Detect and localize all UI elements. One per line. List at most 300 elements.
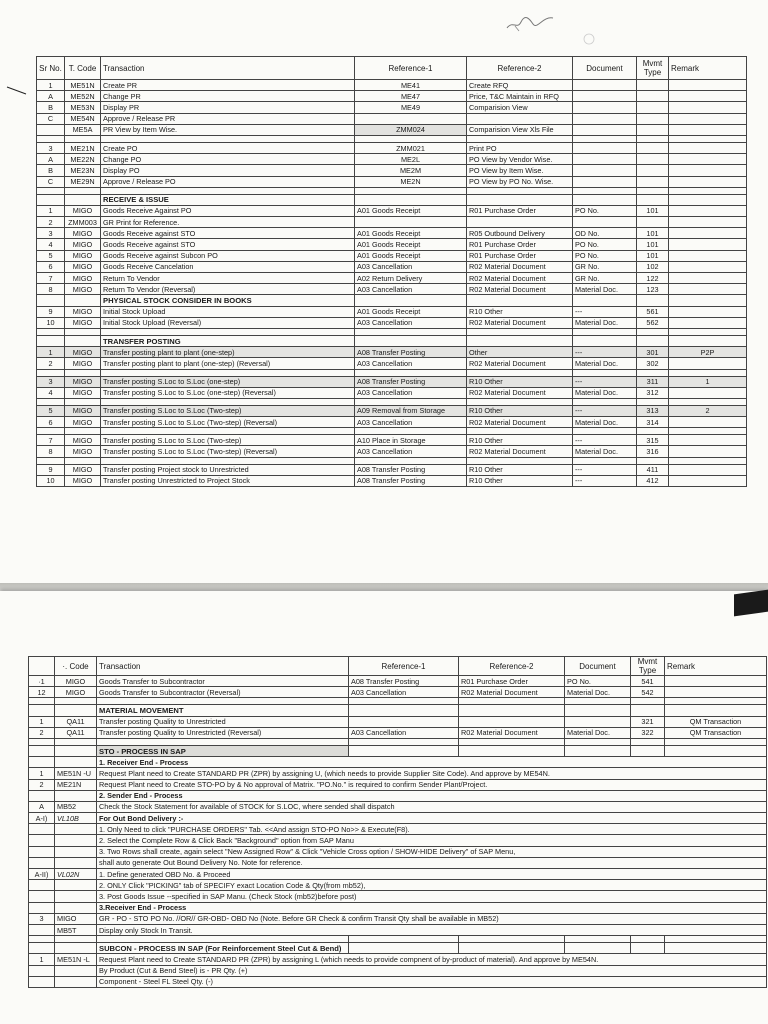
spacer-row: [37, 135, 747, 142]
transaction: Goods Transfer to Subcontractor (Reversal): [97, 687, 349, 698]
process-step-text: For Out Bond Delivery :-: [97, 813, 767, 824]
reference-2: R01 Purchase Order: [467, 250, 573, 261]
table-row: [37, 124, 747, 135]
header-transaction: Transaction: [97, 657, 349, 676]
header-remark: Remark: [665, 657, 767, 676]
remark: [669, 80, 747, 91]
mvmt-type: 101: [637, 205, 669, 216]
t-code: ME53N: [65, 102, 101, 113]
sr-no: 2: [29, 727, 55, 738]
t-code: VL10B: [55, 813, 97, 824]
sap-transactions-table-1: [36, 56, 747, 487]
document: Material Doc.: [573, 317, 637, 328]
table-row: [37, 405, 747, 416]
sr-no: [29, 824, 55, 835]
document: Material Doc.: [573, 284, 637, 295]
t-code: ME5A: [65, 124, 101, 135]
reference-2: R02 Material Document: [467, 446, 573, 457]
spacer-row: [29, 738, 767, 745]
t-code: MIGO: [65, 317, 101, 328]
sr-no: 3: [37, 376, 65, 387]
remark: QM Transaction: [665, 727, 767, 738]
reference-1: A03 Cancellation: [349, 687, 459, 698]
sr-no: 10: [37, 475, 65, 486]
empty-cell: [459, 738, 565, 745]
document: ---: [573, 306, 637, 317]
reference-1: A03 Cancellation: [355, 358, 467, 369]
reference-1: A08 Transfer Posting: [355, 376, 467, 387]
transaction: Transfer posting S.Loc to S.Loc (Two-step): [101, 435, 355, 446]
empty-cell: [55, 745, 97, 756]
sr-no: A: [37, 154, 65, 165]
table-row: [37, 358, 747, 369]
empty-cell: [65, 328, 101, 335]
remark: [669, 306, 747, 317]
mvmt-type: [637, 142, 669, 153]
transaction: Goods Transfer to Subcontractor: [97, 676, 349, 687]
reference-1: [355, 217, 467, 228]
process-step-row: [29, 779, 767, 790]
document: ---: [573, 475, 637, 486]
transaction: Change PO: [101, 154, 355, 165]
process-step-row: [29, 902, 767, 913]
reference-1: A08 Transfer Posting: [355, 347, 467, 358]
empty-cell: [55, 936, 97, 943]
reference-1: A03 Cancellation: [355, 261, 467, 272]
t-code: [55, 976, 97, 987]
empty-cell: [565, 705, 631, 716]
t-code: [55, 965, 97, 976]
table-row: [37, 176, 747, 187]
empty-cell: [349, 943, 459, 954]
transaction: Transfer posting Quality to Unrestricted: [97, 716, 349, 727]
sr-no: B: [37, 165, 65, 176]
transaction: Goods Receive against STO: [101, 228, 355, 239]
reference-2: R02 Material Document: [467, 273, 573, 284]
empty-cell: [573, 328, 637, 335]
mvmt-type: 561: [637, 306, 669, 317]
table-row: [37, 165, 747, 176]
t-code: ME51N -L: [55, 954, 97, 965]
remark: 2: [669, 405, 747, 416]
section-heading-row: [29, 943, 767, 954]
t-code: MIGO: [65, 417, 101, 428]
t-code: [55, 835, 97, 846]
transaction: Create PR: [101, 80, 355, 91]
sr-no: [29, 846, 55, 857]
reference-1: ME2M: [355, 165, 467, 176]
t-code: MIGO: [65, 475, 101, 486]
reference-2: R10 Other: [467, 464, 573, 475]
spacer-row: [29, 936, 767, 943]
empty-cell: [665, 698, 767, 705]
t-code: MIGO: [65, 273, 101, 284]
mvmt-type: [637, 176, 669, 187]
header-sr: Sr No.: [37, 57, 65, 80]
reference-2: R01 Purchase Order: [459, 676, 565, 687]
remark: [669, 165, 747, 176]
t-code: [55, 857, 97, 868]
empty-cell: [631, 936, 665, 943]
t-code: MIGO: [55, 676, 97, 687]
empty-cell: [669, 135, 747, 142]
empty-cell: [631, 738, 665, 745]
t-code: MIGO: [65, 284, 101, 295]
empty-cell: [65, 457, 101, 464]
mvmt-type: [637, 91, 669, 102]
transaction: Goods Receive against Subcon PO: [101, 250, 355, 261]
empty-cell: [37, 428, 65, 435]
reference-2: [459, 716, 565, 727]
empty-cell: [355, 335, 467, 346]
reference-1: A03 Cancellation: [355, 387, 467, 398]
empty-cell: [37, 398, 65, 405]
document: [573, 176, 637, 187]
table-row: [37, 154, 747, 165]
remark: [669, 446, 747, 457]
empty-cell: [669, 194, 747, 205]
sr-no: 1: [29, 768, 55, 779]
empty-cell: [565, 698, 631, 705]
process-step-row: [29, 976, 767, 987]
table-header: [29, 657, 767, 676]
remark: [669, 176, 747, 187]
process-step-row: [29, 835, 767, 846]
mvmt-type: 302: [637, 358, 669, 369]
empty-cell: [37, 335, 65, 346]
mvmt-type: 562: [637, 317, 669, 328]
reference-2: R10 Other: [467, 405, 573, 416]
empty-cell: [637, 295, 669, 306]
transaction: Transfer posting S.Loc to S.Loc (Two-step) (Reversal): [101, 446, 355, 457]
t-code: MIGO: [65, 405, 101, 416]
t-code: VL02N: [55, 869, 97, 880]
table-row: [29, 687, 767, 698]
spacer-row: [37, 328, 747, 335]
empty-cell: [637, 194, 669, 205]
empty-cell: [37, 328, 65, 335]
empty-cell: [459, 745, 565, 756]
t-code: MIGO: [65, 250, 101, 261]
process-step-row: [29, 846, 767, 857]
process-step-row: [29, 824, 767, 835]
empty-cell: [467, 295, 573, 306]
t-code: [55, 846, 97, 857]
empty-cell: [631, 943, 665, 954]
empty-cell: [669, 328, 747, 335]
table-body: [37, 80, 747, 487]
t-code: MIGO: [55, 913, 97, 924]
empty-cell: [349, 698, 459, 705]
empty-cell: [459, 698, 565, 705]
section-heading-row: [37, 335, 747, 346]
header-tcode: ·. Code: [55, 657, 97, 676]
transaction: Goods Receive Against PO: [101, 205, 355, 216]
mvmt-type: 316: [637, 446, 669, 457]
t-code: MIGO: [65, 239, 101, 250]
reference-1: ME49: [355, 102, 467, 113]
reference-1: ZMM024: [355, 124, 467, 135]
table-row: [37, 205, 747, 216]
section-heading-row: [37, 194, 747, 205]
process-step-row: [29, 757, 767, 768]
table-row: [37, 435, 747, 446]
t-code: ME52N: [65, 91, 101, 102]
document: [573, 124, 637, 135]
empty-cell: [665, 936, 767, 943]
document: [565, 716, 631, 727]
reference-2: R02 Material Document: [467, 317, 573, 328]
reference-2: R02 Material Document: [467, 261, 573, 272]
remark: [669, 91, 747, 102]
mvmt-type: [637, 217, 669, 228]
mvmt-type: 122: [637, 273, 669, 284]
remark: [669, 358, 747, 369]
mvmt-type: 321: [631, 716, 665, 727]
sr-no: A-II): [29, 869, 55, 880]
remark: [669, 124, 747, 135]
process-step-row: [29, 954, 767, 965]
sr-no: [29, 857, 55, 868]
empty-cell: [55, 698, 97, 705]
t-code: MIGO: [65, 347, 101, 358]
mvmt-type: 102: [637, 261, 669, 272]
reference-1: ME2N: [355, 176, 467, 187]
t-code: [55, 902, 97, 913]
reference-2: R10 Other: [467, 376, 573, 387]
document: [573, 217, 637, 228]
empty-cell: [101, 398, 355, 405]
t-code: ME22N: [65, 154, 101, 165]
table-row: [37, 217, 747, 228]
empty-cell: [573, 187, 637, 194]
empty-cell: [349, 738, 459, 745]
reference-2: R10 Other: [467, 475, 573, 486]
process-step-row: [29, 801, 767, 812]
transaction: Goods Receive against STO: [101, 239, 355, 250]
t-code: MIGO: [65, 228, 101, 239]
sr-no: A: [29, 801, 55, 812]
transaction: Change PR: [101, 91, 355, 102]
reference-1: A01 Goods Receipt: [355, 239, 467, 250]
empty-cell: [631, 705, 665, 716]
empty-cell: [29, 745, 55, 756]
transaction: Approve / Release PR: [101, 113, 355, 124]
sr-no: [29, 891, 55, 902]
sr-no: [29, 835, 55, 846]
transaction: Transfer posting plant to plant (one-step) (Reversal): [101, 358, 355, 369]
process-step-text: Request Plant need to Create STO-PO by & No approval of Matrix. "PO.No." is required to confirm Sender Plant/Project.: [97, 779, 767, 790]
table-body: [29, 676, 767, 988]
reference-2: R05 Outbound Delivery: [467, 228, 573, 239]
reference-1: A03 Cancellation: [355, 317, 467, 328]
mvmt-type: 301: [637, 347, 669, 358]
table-row: [37, 387, 747, 398]
document: ---: [573, 405, 637, 416]
empty-cell: [101, 428, 355, 435]
remark: [669, 102, 747, 113]
empty-cell: [459, 705, 565, 716]
process-step-row: [29, 880, 767, 891]
empty-cell: [565, 936, 631, 943]
reference-2: R02 Material Document: [467, 284, 573, 295]
empty-cell: [467, 135, 573, 142]
remark: [669, 464, 747, 475]
faint-mark: [580, 32, 598, 46]
reference-2: R02 Material Document: [459, 727, 565, 738]
t-code: MIGO: [65, 387, 101, 398]
section-title: RECEIVE & ISSUE: [101, 194, 355, 205]
sr-no: 6: [37, 417, 65, 428]
sr-no: 9: [37, 464, 65, 475]
empty-cell: [349, 936, 459, 943]
reference-2: [467, 217, 573, 228]
document: Material Doc.: [573, 446, 637, 457]
transaction: Display PO: [101, 165, 355, 176]
reference-1: A08 Transfer Posting: [355, 475, 467, 486]
remark: [669, 435, 747, 446]
table-row: [37, 284, 747, 295]
t-code: [55, 891, 97, 902]
empty-cell: [459, 936, 565, 943]
mvmt-type: [637, 124, 669, 135]
process-step-text: 2. ONLY Click "PICKING" tab of SPECIFY exact Location Code & Qty(from mb52),: [97, 880, 767, 891]
empty-cell: [637, 328, 669, 335]
table-header: [37, 57, 747, 80]
transaction: Initial Stock Upload (Reversal): [101, 317, 355, 328]
mvmt-type: 312: [637, 387, 669, 398]
reference-2: Create RFQ: [467, 80, 573, 91]
t-code: ME51N -U: [55, 768, 97, 779]
document: [573, 142, 637, 153]
transaction: Transfer posting Project stock to Unrestricted: [101, 464, 355, 475]
mvmt-type: [637, 165, 669, 176]
empty-cell: [467, 428, 573, 435]
transaction: Transfer posting S.Loc to S.Loc (Two-step) (Reversal): [101, 417, 355, 428]
document: ---: [573, 435, 637, 446]
mvmt-type: 101: [637, 228, 669, 239]
t-code: ME23N: [65, 165, 101, 176]
reference-1: A01 Goods Receipt: [355, 205, 467, 216]
remark: [669, 239, 747, 250]
document: [573, 91, 637, 102]
empty-cell: [665, 738, 767, 745]
process-step-text: 1. Receiver End - Process: [97, 757, 767, 768]
t-code: [55, 824, 97, 835]
sr-no: 3: [37, 228, 65, 239]
empty-cell: [637, 457, 669, 464]
empty-cell: [637, 428, 669, 435]
empty-cell: [573, 398, 637, 405]
section-title: SUBCON - PROCESS IN SAP (For Reinforcement Steel Cut & Bend): [97, 943, 349, 954]
sr-no: 1: [29, 954, 55, 965]
empty-cell: [355, 428, 467, 435]
empty-cell: [65, 135, 101, 142]
empty-cell: [467, 194, 573, 205]
reference-1: A02 Return Delivery: [355, 273, 467, 284]
sr-no: [29, 976, 55, 987]
t-code: QA11: [55, 727, 97, 738]
t-code: [55, 790, 97, 801]
sr-no: [29, 924, 55, 935]
empty-cell: [565, 943, 631, 954]
table-row: [37, 261, 747, 272]
transaction: Transfer posting S.Loc to S.Loc (one-step) (Reversal): [101, 387, 355, 398]
mvmt-type: 322: [631, 727, 665, 738]
sr-no: 3: [37, 142, 65, 153]
header-reference-2: Reference-2: [459, 657, 565, 676]
process-step-row: [29, 857, 767, 868]
reference-2: R10 Other: [467, 435, 573, 446]
remark: [669, 217, 747, 228]
sr-no: 1: [37, 80, 65, 91]
empty-cell: [573, 428, 637, 435]
document: PO No.: [573, 205, 637, 216]
process-step-row: [29, 813, 767, 824]
transaction: GR Print for Reference.: [101, 217, 355, 228]
process-step-row: [29, 965, 767, 976]
transaction: Display PR: [101, 102, 355, 113]
sr-no: [29, 790, 55, 801]
document: ---: [573, 347, 637, 358]
empty-cell: [37, 187, 65, 194]
table-row: [29, 716, 767, 727]
empty-cell: [355, 398, 467, 405]
remark: [665, 676, 767, 687]
header-reference-1: Reference-1: [355, 57, 467, 80]
transaction: Return To Vendor: [101, 273, 355, 284]
header-sr: [29, 657, 55, 676]
mvmt-type: 542: [631, 687, 665, 698]
process-step-text: Component - Steel FL Steel Qty. (-): [97, 976, 767, 987]
spacer-row: [37, 457, 747, 464]
mvmt-type: [637, 102, 669, 113]
header-document: Document: [565, 657, 631, 676]
reference-2: Comparision View: [467, 102, 573, 113]
empty-cell: [637, 398, 669, 405]
section-heading-row: [29, 745, 767, 756]
empty-cell: [669, 187, 747, 194]
t-code: ME21N: [55, 779, 97, 790]
transaction: Transfer posting S.Loc to S.Loc (one-step): [101, 376, 355, 387]
sr-no: [29, 757, 55, 768]
spacer-row: [37, 187, 747, 194]
document: Material Doc.: [565, 687, 631, 698]
remark: [669, 317, 747, 328]
reference-2: Other: [467, 347, 573, 358]
empty-cell: [355, 369, 467, 376]
header-reference-2: Reference-2: [467, 57, 573, 80]
document: [573, 113, 637, 124]
empty-cell: [669, 335, 747, 346]
t-code: MB52: [55, 801, 97, 812]
empty-cell: [467, 369, 573, 376]
sr-no: C: [37, 113, 65, 124]
empty-cell: [37, 194, 65, 205]
table-row: [37, 80, 747, 91]
empty-cell: [355, 187, 467, 194]
empty-cell: [65, 187, 101, 194]
spacer-row: [37, 369, 747, 376]
sr-no: [37, 124, 65, 135]
t-code: MIGO: [65, 205, 101, 216]
process-step-text: 3.Receiver End - Process: [97, 902, 767, 913]
sr-no: [29, 965, 55, 976]
spacer-row: [37, 428, 747, 435]
sr-no: ·1: [29, 676, 55, 687]
t-code: [55, 757, 97, 768]
sr-no: 4: [37, 387, 65, 398]
